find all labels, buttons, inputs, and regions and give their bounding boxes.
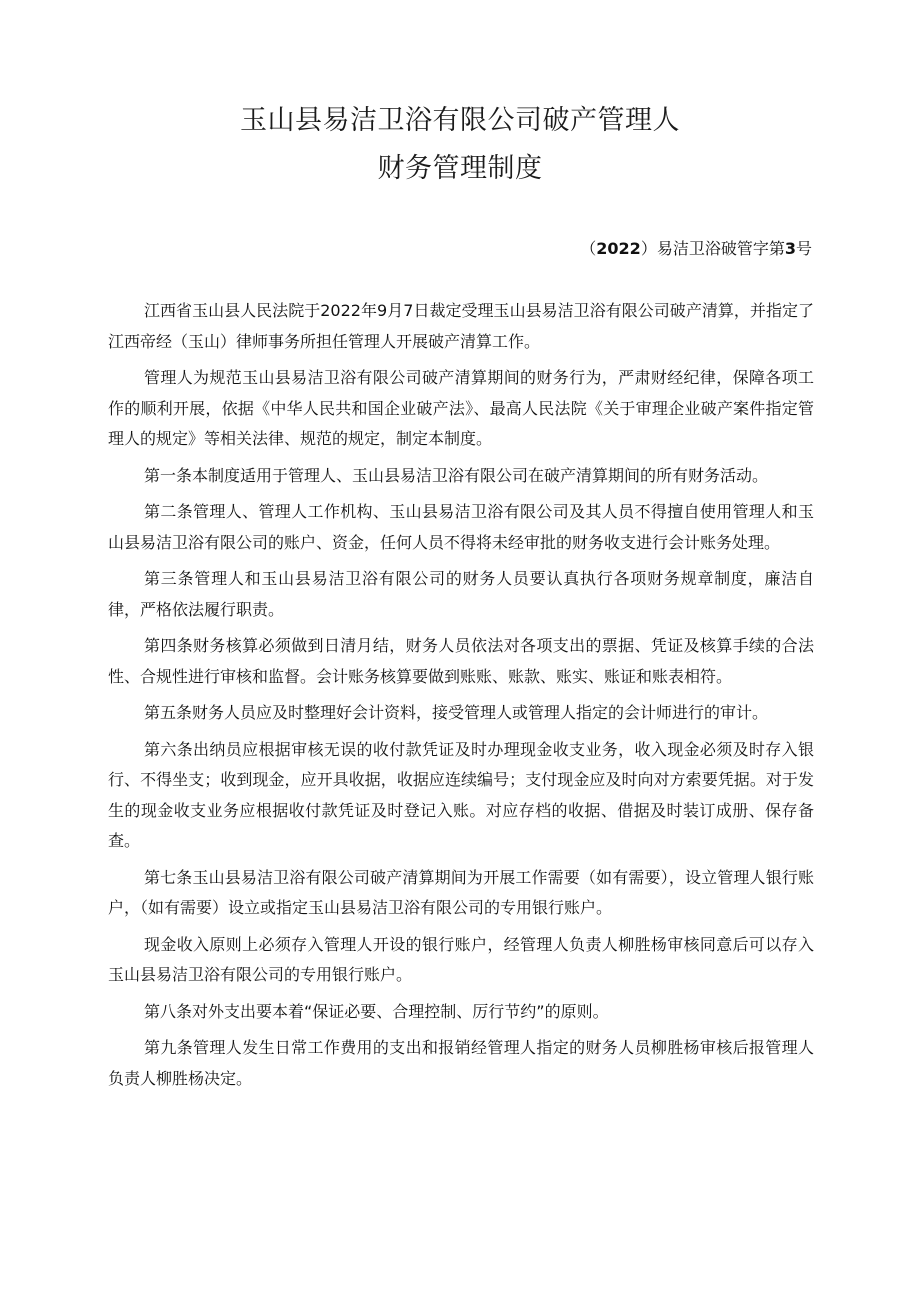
docno-year: 2022: [596, 239, 641, 258]
paragraph: 第二条管理人、管理人工作机构、玉山县易洁卫浴有限公司及其人员不得擅自使用管理人和玉山县易洁卫浴有限公司的账户、资金，任何人员不得将未经审批的财务收支进行会计账务处理。: [108, 502, 814, 552]
document-number: [580, 236, 812, 259]
paragraph: 第九条管理人发生日常工作费用的支出和报销经管理人指定的财务人员柳胜杨审核后报管理人负责人柳胜杨决定。: [108, 1038, 814, 1088]
paragraph: 第三条管理人和玉山县易洁卫浴有限公司的财务人员要认真执行各项财务规章制度，廉洁自律，严格依法履行职责。: [108, 569, 814, 619]
paragraph: 第八条对外支出要本着“保证必要、合理控制、厉行节约”的原则。: [144, 1001, 609, 1021]
document-title-line1: 玉山县易洁卫浴有限公司破产管理人: [240, 105, 680, 136]
paragraph: 江西省玉山县人民法院于2022年9月7日裁定受理玉山县易洁卫浴有限公司破产清算，并指定了江西帝经（玉山）律师事务所担任管理人开展破产清算工作。: [108, 301, 814, 351]
document-body: [108, 296, 814, 1100]
paragraph: 管理人为规范玉山县易洁卫浴有限公司破产清算期间的财务行为，严肃财经纪律，保障各项工作的顺利开展，依据《中华人民共和国企业破产法》、最高人民法院《关于审理企业破产案件指定管理人的规定》等相关法律、规范的规定，制定本制度。: [108, 368, 814, 448]
paragraph: 第一条本制度适用于管理人、玉山县易洁卫浴有限公司在破产清算期间的所有财务活动。: [144, 465, 769, 485]
paragraph: 第五条财务人员应及时整理好会计资料，接受管理人或管理人指定的会计师进行的审计。: [144, 703, 769, 722]
paragraph: 现金收入原则上必须存入管理人开设的银行账户，经管理人负责人柳胜杨审核同意后可以存入玉山县易洁卫浴有限公司的专用银行账户。: [108, 934, 814, 984]
docno-suffix: 号: [795, 239, 812, 258]
paragraph: 第四条财务核算必须做到日清月结，财务人员依法对各项支出的票据、凭证及核算手续的合法性、合规性进行审核和监督。会计账务核算要做到账账、账款、账实、账证和账表相符。: [108, 636, 814, 686]
paragraph: 第六条出纳员应根据审核无误的收付款凭证及时办理现金收支业务，收入现金必须及时存入银行、不得坐支；收到现金，应开具收据，收据应连续编号；支付现金应及时向对方索要凭据。对于发生的现金收支业务应根据收付款凭证及时登记入账。对应存档的收据、借据及时装订成册、保存备查。: [108, 739, 814, 850]
docno-open: （: [580, 239, 597, 258]
document-title-line2: 财务管理制度: [377, 153, 543, 184]
paragraph: 第七条玉山县易洁卫浴有限公司破产清算期间为开展工作需要（如有需要），设立管理人银行账户，（如有需要）设立或指定玉山县易洁卫浴有限公司的专用银行账户。: [108, 867, 814, 917]
docno-close: ）: [640, 239, 657, 258]
docno-number: 3: [784, 239, 796, 258]
docno-prefix: 易洁卫浴破管字第: [656, 239, 785, 258]
